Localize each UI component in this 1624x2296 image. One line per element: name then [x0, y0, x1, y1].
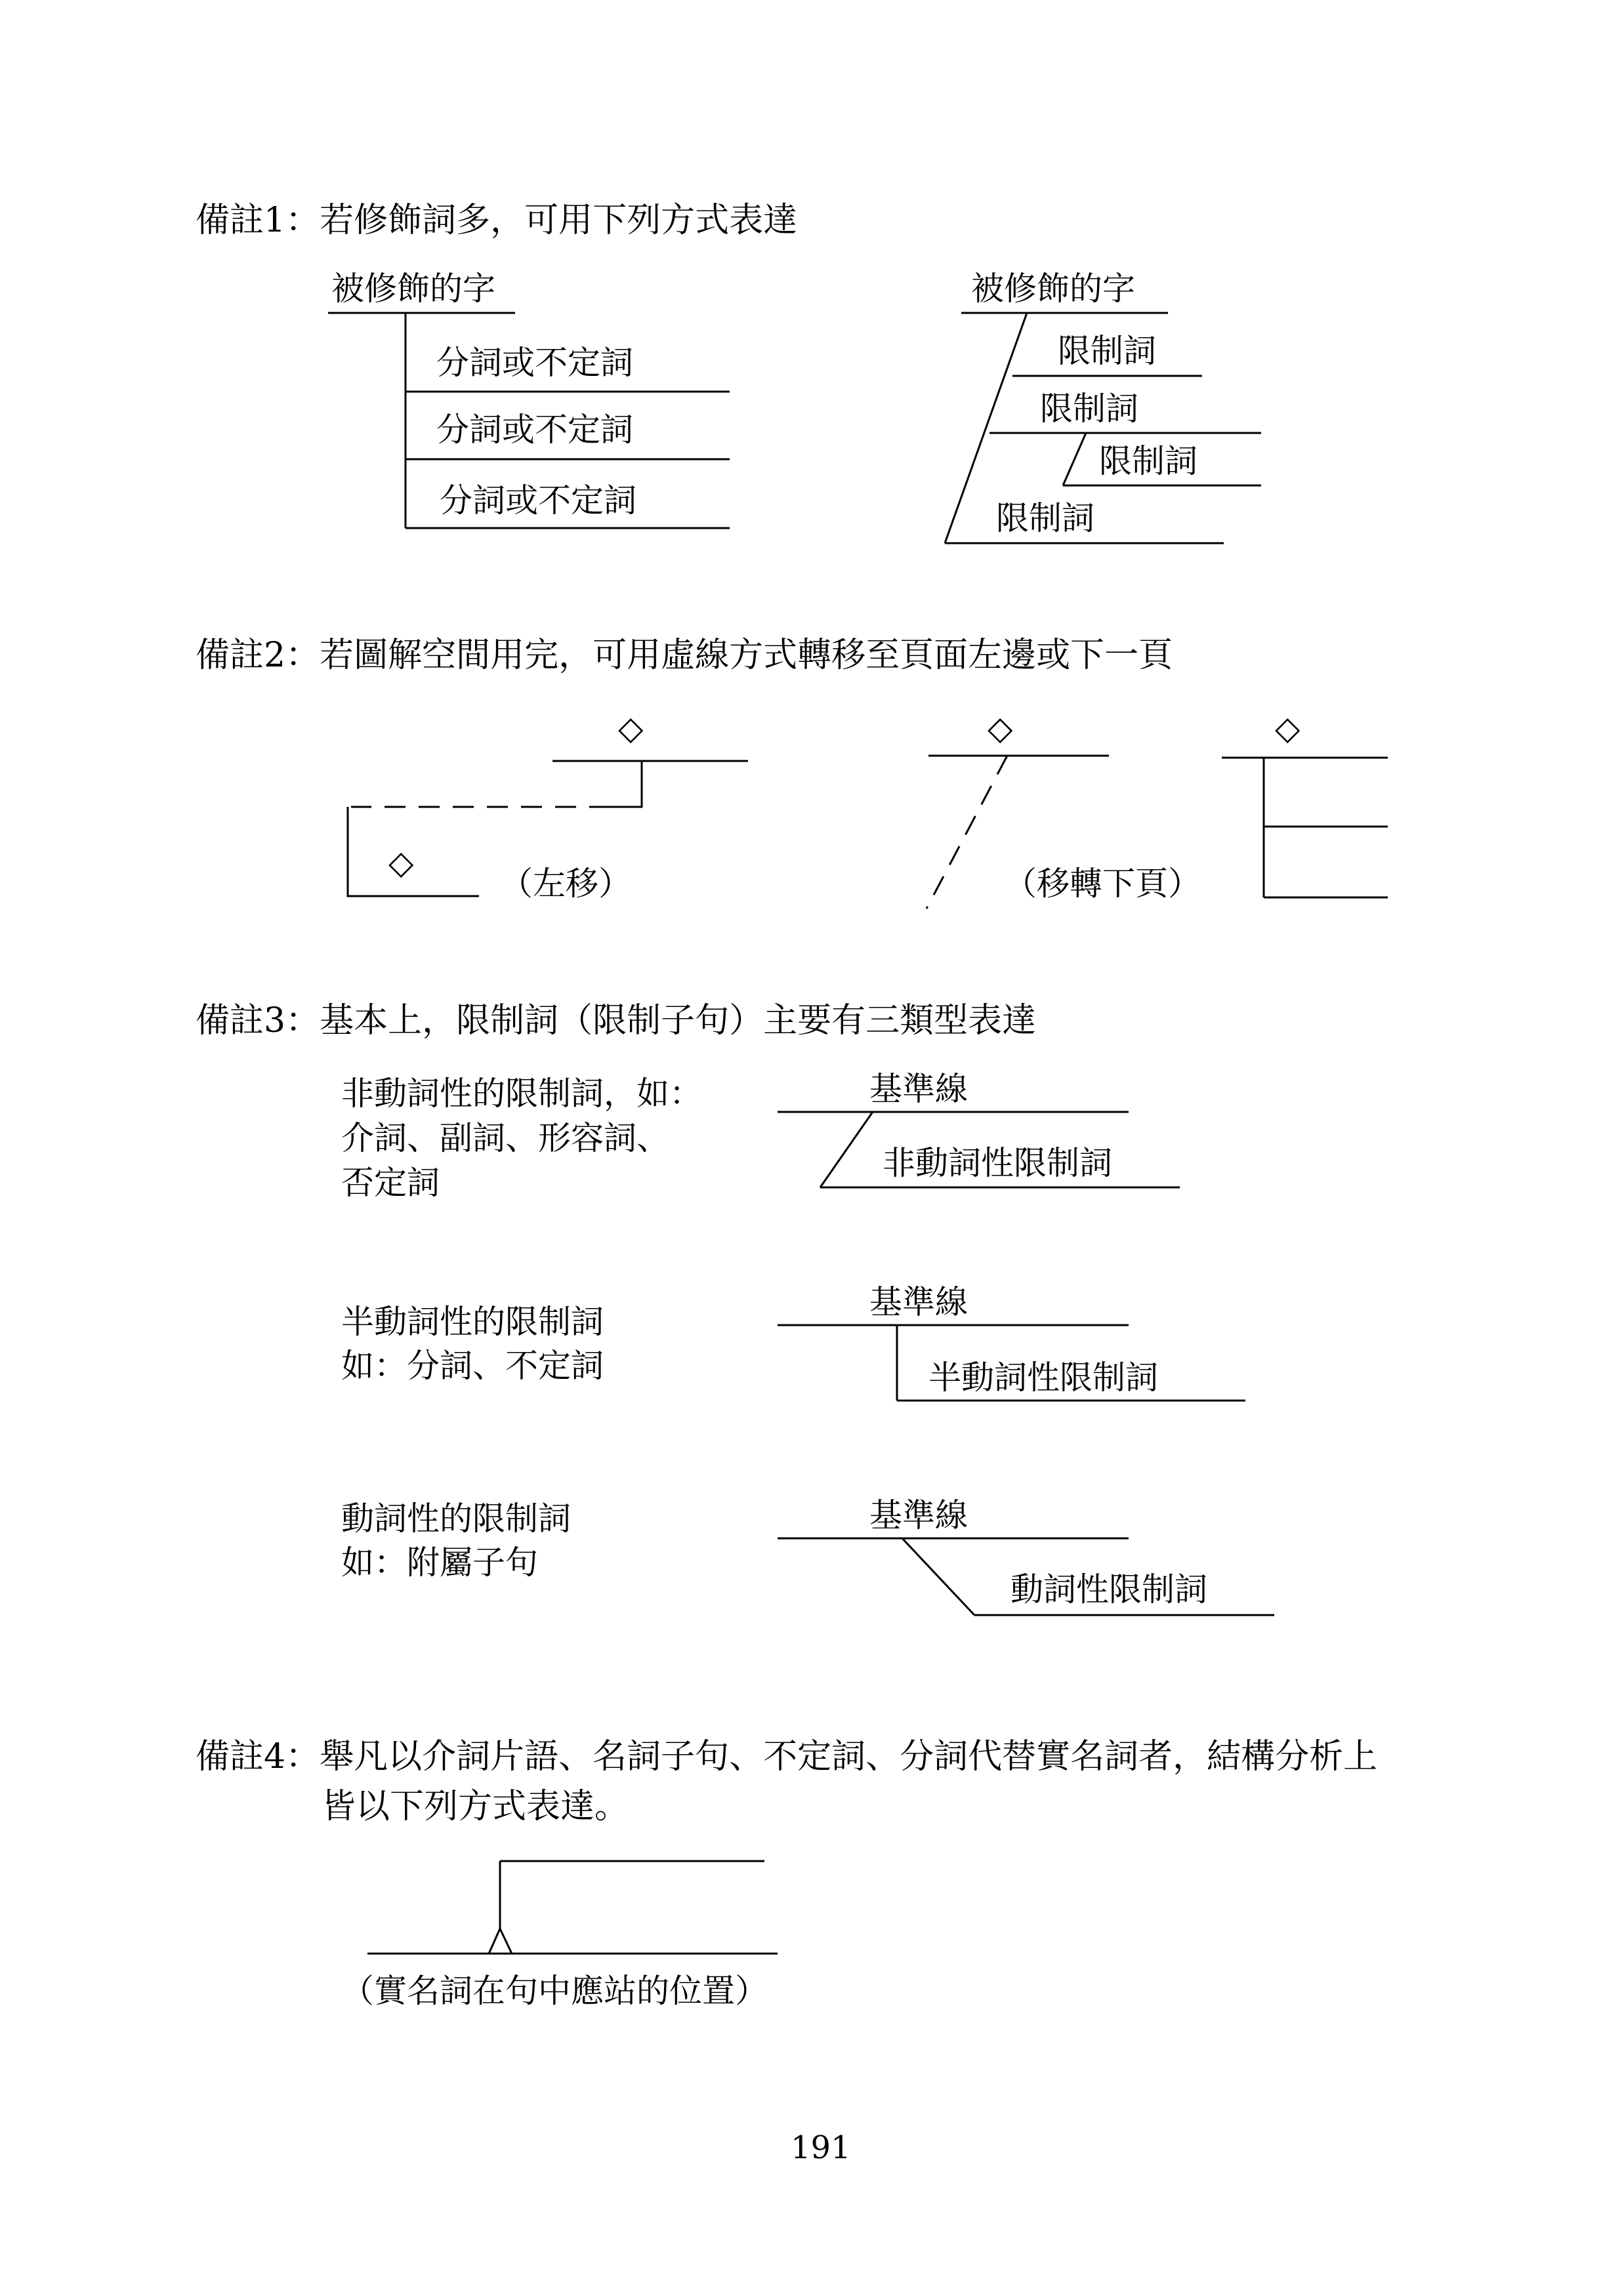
note-1: 備註1：若修飾詞多，可用下列方式表達 — [196, 201, 798, 240]
d3-r3-modifier-label: 動詞性限制詞 — [1010, 1570, 1207, 1609]
d2-mid-dashed — [927, 756, 1007, 909]
d3-r1-slant — [820, 1112, 873, 1187]
d2-left-bottom-diamond-icon: ◇ — [388, 844, 414, 882]
d3-r2-desc-line-1: 半動詞性的限制詞 — [341, 1303, 604, 1341]
d3-r1-base-label: 基準線 — [869, 1070, 968, 1108]
d3-r3-desc-line-1: 動詞性的限制詞 — [341, 1500, 571, 1538]
note-2: 備註2：若圖解空間用完，可用虛線方式轉移至頁面左邊或下一頁 — [196, 636, 1173, 675]
d1-left-item-2: 分詞或不定詞 — [436, 411, 633, 449]
d3-r3-base-label: 基準線 — [869, 1496, 968, 1534]
d1-right-item-2: 限制詞 — [1040, 390, 1138, 428]
d1-right-slant-sub — [1063, 433, 1086, 485]
d3-r2-desc-line-2: 如：分詞、不定詞 — [341, 1347, 604, 1385]
d3-r1-modifier-label: 非動詞性限制詞 — [883, 1144, 1112, 1182]
d1-left-item-1: 分詞或不定詞 — [436, 344, 633, 382]
note-3: 備註3：基本上，限制詞（限制子句）主要有三類型表達 — [196, 1001, 1037, 1040]
d3-r1-desc-line-2: 介詞、副詞、形容詞、 — [341, 1119, 669, 1157]
d1-right-item-1: 限制詞 — [1058, 332, 1156, 370]
d3-r2-modifier-label: 半動詞性限制詞 — [928, 1359, 1158, 1397]
d3-r2-base-label: 基準線 — [869, 1283, 968, 1321]
d2-left-label: （左移） — [500, 865, 631, 903]
d2-left-stem — [610, 761, 642, 807]
d2-left-top-diamond-icon: ◇ — [618, 709, 644, 747]
d1-right-item-3: 限制詞 — [1099, 442, 1197, 480]
d2-right-diamond-icon: ◇ — [1275, 709, 1301, 747]
page-number: 191 — [791, 2129, 851, 2166]
d4-caption: （實名詞在句中應站的位置） — [341, 1972, 768, 2010]
d3-r1-desc-line-1: 非動詞性的限制詞，如： — [341, 1075, 702, 1113]
d3-r1-desc-line-3: 否定詞 — [341, 1164, 440, 1202]
d2-mid-label: （移轉下頁） — [1004, 865, 1201, 903]
note-4-line-2: 皆以下列方式表達。 — [322, 1787, 629, 1826]
d3-r3-slant — [902, 1538, 974, 1615]
note-4-line-1: 備註4：舉凡以介詞片語、名詞子句、不定詞、分詞代替實名詞者，結構分析上 — [196, 1737, 1378, 1776]
d1-left-modified-word: 被修飾的字 — [331, 270, 495, 308]
d2-mid-diamond-icon: ◇ — [988, 709, 1013, 747]
d1-left-item-3: 分詞或不定詞 — [440, 482, 636, 520]
d4-stand — [489, 1929, 512, 1954]
d1-right-item-4: 限制詞 — [996, 499, 1094, 537]
d1-right-modified-word: 被修飾的字 — [971, 270, 1135, 308]
d3-r3-desc-line-2: 如：附屬子句 — [341, 1544, 538, 1582]
